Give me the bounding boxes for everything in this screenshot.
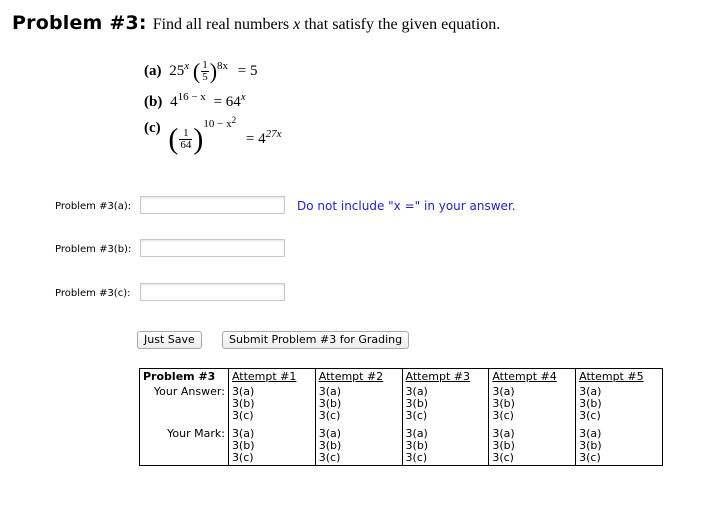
mark-cell-4: 3(a) 3(b) 3(c) <box>489 423 576 466</box>
attempts-header-row <box>140 369 663 386</box>
attempt-3-link[interactable]: Attempt #3 <box>405 370 470 383</box>
equation-b: (b) $4^{16 - x} = 64^x$ <box>144 91 246 110</box>
problem-number: Problem #3: <box>12 12 147 34</box>
attempts-table <box>139 368 663 466</box>
answer-cell-3: 3(a) 3(b) 3(c) <box>402 385 489 423</box>
just-save-button[interactable]: Just Save <box>137 331 202 349</box>
equation-a: (a) 25$^x$ ( $\frac{1}{5}$ )$^{8x}$ = 5 <box>144 58 258 84</box>
mark-cell-5: 3(a) 3(b) 3(c) <box>576 423 663 466</box>
problem-description: Find all real numbers x that satisfy the given equation. <box>152 16 501 33</box>
answer-label-b: Problem #3(b): <box>55 244 132 255</box>
answer-cell-5: 3(a) 3(b) 3(c) <box>576 385 663 423</box>
answer-cell-2: 3(a) 3(b) 3(c) <box>315 385 402 423</box>
answer-input-a[interactable] <box>140 196 285 214</box>
mark-cell-3: 3(a) 3(b) 3(c) <box>402 423 489 466</box>
answer-input-b[interactable] <box>140 239 285 257</box>
attempt-5-link[interactable]: Attempt #5 <box>579 370 644 383</box>
fraction-one-sixtyfourth: $\frac{1}{64}$ <box>180 127 192 152</box>
answer-hint: Do not include "x =" in your answer. <box>297 199 516 213</box>
answer-label-a: Problem #3(a): <box>55 201 132 212</box>
your-mark-row <box>140 423 663 466</box>
your-mark-label: Your Mark: <box>167 427 225 440</box>
attempt-2-link[interactable]: Attempt #2 <box>318 370 384 383</box>
equation-c: (c) ( $\frac{1}{64}$ )$^{10 - x^2} = 4^{27x}$ <box>144 115 282 156</box>
attempt-4-link[interactable]: Attempt #4 <box>492 370 557 383</box>
attempts-header-problem: Problem #3 <box>143 370 216 383</box>
your-answer-label: Your Answer: <box>153 385 225 398</box>
answer-cell-1: 3(a) 3(b) 3(c) <box>228 385 315 423</box>
mark-cell-2: 3(a) 3(b) 3(c) <box>315 423 402 466</box>
submit-grading-button[interactable]: Submit Problem #3 for Grading <box>222 331 409 349</box>
attempt-1-link[interactable]: Attempt #1 <box>231 370 297 383</box>
mark-cell-1: 3(a) 3(b) 3(c) <box>228 423 315 466</box>
your-answer-row <box>140 385 663 423</box>
answer-cell-4: 3(a) 3(b) 3(c) <box>489 385 576 423</box>
answer-label-c: Problem #3(c): <box>55 288 131 299</box>
problem-title <box>12 12 500 34</box>
fraction-one-fifth: $\frac{1}{5}$ <box>202 59 208 83</box>
answer-input-c[interactable] <box>140 283 285 301</box>
